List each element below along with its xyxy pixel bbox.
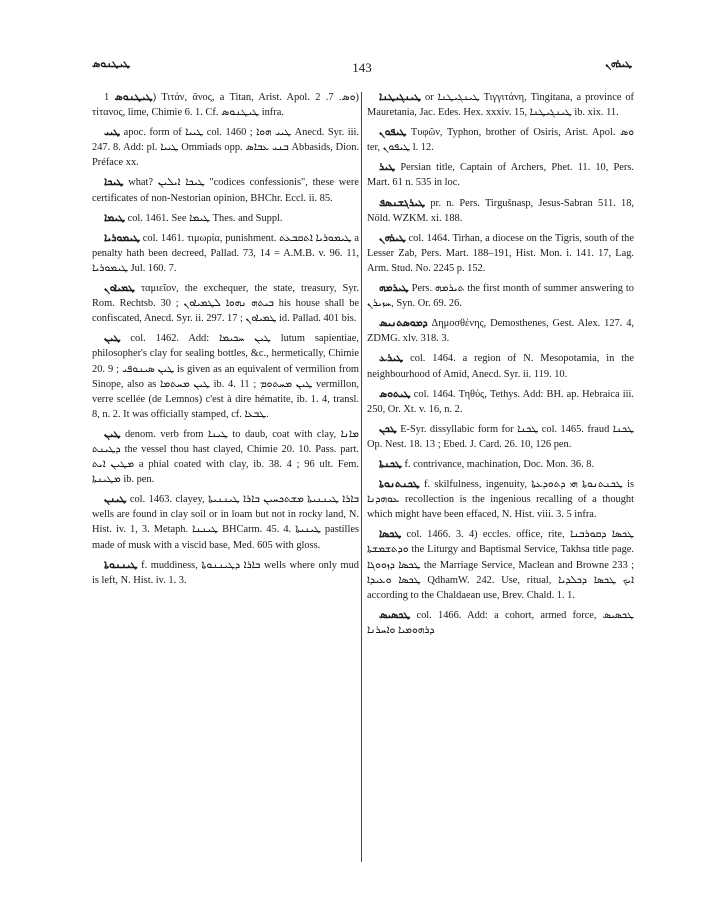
- headword: ܛܝܪܥ: [379, 352, 404, 365]
- headword: ܛܡܝܐܘܢ: [104, 282, 135, 295]
- headword: ܛܝܢܓܝܛܢܐ: [379, 91, 422, 103]
- entry-text: f. skilfulness, ingenuity, ܛܟܢܬܢܘܬܐ ܗܝ ܕܬܘܕܥܬܐ is ܥܘܗܕܢܐ recollection is the ingenious recalling of a thought which might have been effaced, N. Hist. viii. 3. 5 infra.: [367, 479, 635, 521]
- dictionary-entry: [367, 422, 634, 452]
- headword: ܛܝܝ: [104, 126, 121, 139]
- dictionary-entry: [367, 281, 634, 311]
- dictionary-entry: [367, 387, 634, 417]
- headword: ܛܝܬܘܣ: [379, 387, 411, 400]
- dictionary-entry: [367, 351, 634, 381]
- headword: ܛܝܡܘܪܝܐ: [104, 231, 140, 244]
- headword: ܛܝܪܓܫܢܣܦ: [379, 196, 426, 209]
- headword: ܛܝܛܢܘܣ: [114, 91, 153, 103]
- entry-text: pr. n. Pers. Tirgušnasp, Jesus-Sabran 511. 18, Nöld. WZKM. xi. 188.: [367, 197, 634, 224]
- column-divider: [361, 92, 362, 862]
- dictionary-entry: [367, 608, 634, 638]
- dictionary-entry: [92, 175, 359, 205]
- dictionary-entry: [367, 527, 634, 602]
- entry-text: col. 1461. See ܛܝܡܐ Thes. and Suppl.: [125, 212, 283, 224]
- headword: ܛܝܪ: [379, 161, 396, 174]
- entry-text: apoc. form of ܛܝܝܐ col. 1460 ; ܛܝܝ ܗܘܐ Anecd. Syr. iii. 247. 8. Add: pl. ܛܝܝܐ Ommiads opp. ܒܢܝ ܥܒܐܣ Abbasids, Dion. Préface xx.: [92, 127, 359, 169]
- entry-text: col. 1462. Add: ܛܝܢ ܚܟܝܡܐ lutum sapientiae, philosopher's clay for sealing bottles, &c., hermetically, Chimie 20. 9 ; ܛܝܢ ܣܝܢܘܦܝ is given as an equivalent of vermilion from Sinope, also as ܛܝܢ ܡܚܬܡܐ ib. 4. 11 ; ܛܝܢ ܡܚܬܘܡ vermillon, verre scellée (de Lemnos) c'est à dire hématite, ib. 1. 4, transl. 8, n. 2. It was officially stamped, cf. ܛܒܥܐ.: [92, 333, 359, 420]
- dictionary-entry: [92, 492, 359, 552]
- left-column: [92, 90, 359, 593]
- right-column: [367, 90, 634, 643]
- entry-text: col. 1466. 3. 4) eccles. office, rite, ܛܟܣܐ ܕܩܘܪܒܢܐ ܘܕܬܫܡܫܬܐ the Liturgy and Baptismal Service, Takhsa title page. ܛܟܣܐ ܕܙܘܘܓܐ the Marriage Service, Maclean and Browne 233 ; ܛܟܣܐ ܘܥܝܕܐ QdhamW. 242. Use, ritual, ܐܝܟ ܛܟܣܐ ܕܟܠܕܝܐ according to the Chaldaean use, Brev. Chald. 1. 1.: [367, 529, 635, 601]
- headword: ܛܝܢ: [104, 332, 121, 345]
- entry-text: col. 1461. τιμωρία, punishment. ܛܝܡܘܪܝܐ ܐܬܩܒܥܬ a penalty hath been decreed, Pallad. 73, 14 = A.M.B. v. 96. 11, ܛܝܡܘܪܝܐ Jul. 160. 7.: [92, 232, 359, 274]
- headword: ܛܝܡܐ: [104, 211, 125, 224]
- headword: ܛܝܪܗܢ: [379, 231, 406, 244]
- entry-text: Persian title, Captain of Archers, Phet. 11. 10, Pers. Mart. 61 n. 535 in loc.: [367, 162, 634, 189]
- headword: ܛܟܢܬܐ: [379, 457, 402, 470]
- dictionary-entry: [367, 457, 634, 472]
- dictionary-entry: [367, 231, 634, 276]
- dictionary-entry: [92, 427, 359, 487]
- headword: ܛܝܢ: [104, 427, 121, 440]
- entry-text: col. 1464. Τηθύς, Tethys. Add: BH. ap. Hebraica iii. 250, Or. Xt. v. 16, n. 2.: [367, 388, 634, 415]
- dictionary-entry: [367, 196, 634, 226]
- entry-text: f. muddiness, ܒܐܪܐ ܕܛܝܢܢܘܬܐ wells where only mud is left, N. Hist. iv. 1. 3.: [92, 559, 360, 586]
- entry-text: ταμιεῖον, the exchequer, the state, treasury, Syr. Rom. Rechtsb. 30 ; ܒܝܬܗ ܢܗܘܐ ܠܛܡܝܐܘܢ his house shall be confiscated, Anecd. Syr. ii. 297. 17 ; ܛܡܝܐܘܢ id. Pallad. 401 bis.: [92, 283, 359, 325]
- headword: ܛܝܢܢܘܬܐ: [104, 558, 138, 571]
- entry-text: denom. verb from ܛܝܢܐ to daub, coat with clay, ܡܐܢܐ ܕܛܝܢܬ the vessel thou hast clayed, Chimie 20. 10. Pass. part. ܡܛܝܢ ܐܝܬ a phial coated with clay, ib. 38. 4 ; 96 ult. Fem. ܡܛܝܢܬܐ ib. pen.: [92, 428, 359, 486]
- entry-text: col. 1463. clayey, ܒܐܪܐ ܛܝܢܢܝܬܐ ܡܫܬܟܚܝܢ ܒܐܪܐ ܛܝܢܢܝܬܐ wells are found in clay soil or in loam but not in rocky land, N. Hist. iv. 1, 3. Metaph. ܛܝܢܢܐ BHCarm. 45. 4. ܛܝܢܝܬܐ pastilles made of musk with a viscid base, Med. 605 with gloss.: [92, 494, 359, 551]
- headword: ܛܝܪܡܗ: [379, 282, 409, 295]
- entry-text: col. 1466. Add: a cohort, armed force, ܛܟܣܝܣ ܕܪܗܘܡܝܐ ܘܐܚܪܢܐ: [367, 609, 634, 636]
- dictionary-entry: [92, 558, 359, 588]
- dictionary-entry: [367, 160, 634, 190]
- headword: ܛܝܢܢ: [104, 493, 127, 506]
- headword: ܕܡܘܣܬܢܝܣ: [379, 317, 428, 330]
- dictionary-entry: [92, 231, 359, 276]
- entry-text: 1) Τιτάν, ᾶνος, a Titan, Arist. Apol. ܘܣ. 7. 2) τίτανος, lime, Chimie 6. 1. Cf. ܛܝܛܢܘܣ infra.: [92, 92, 359, 119]
- entry-text: E-Syr. dissyllabic form for ܛܟܢܐ col. 1465. fraud ܛܟܢܐ Op. Nest. 18. 13 ; Ebed. J. Card. 26. 10, 126 pen.: [367, 423, 635, 450]
- dictionary-entry: [92, 211, 359, 226]
- dictionary-entry: [367, 90, 634, 120]
- left-running-head: ܛܝܛܢܘܣ: [92, 58, 131, 70]
- entry-text: Τυφῶν, Typhon, brother of Osiris, Arist. Apol. ܘܣ ter, ܛܝܦܘܢ l. 12.: [367, 127, 634, 154]
- headword: ܛܟܣܐ: [379, 528, 402, 541]
- dictionary-entry: [367, 316, 634, 346]
- entry-text: col. 1464. Tirhan, a diocese on the Tigris, south of the Lesser Zab, Pers. Mart. 188–191, Hist. Mon. i. 141. 17, Lag. Arm. Stud. No. 2245 p. 152.: [367, 232, 634, 274]
- page-number: 143: [352, 60, 372, 75]
- dictionary-entry: [92, 125, 359, 170]
- headword: ܛܝܦܘܢ: [379, 126, 407, 139]
- entry-text: Δημοσθένης, Demosthenes, Gest. Alex. 127. 4, ZDMG. xlv. 318. 3.: [367, 318, 634, 345]
- entry-text: Pers. ܬܝܪܡܗ the first month of summer answering to ܚܙܝܪܢ, Syn. Or. 69. 26.: [367, 283, 635, 310]
- headword: ܛܟܢܬܢܘܬܐ: [379, 478, 420, 491]
- entry-text: or ܛܝܢܓܝܛܢܐ Τιγγιτάνη, Tingitana, a province of Mauretania, Jac. Edes. Hex. xxxiv. 15, ܛܝܢܓܝܛܢܐ ib. xix. 11.: [367, 92, 634, 119]
- dictionary-entry: [367, 125, 634, 155]
- right-running-head: ܛܝܪܗܢ: [605, 58, 632, 70]
- headword: ܛܝܟܐ: [104, 176, 124, 189]
- headword: ܛܟܣܝܣ: [379, 608, 411, 621]
- dictionary-entry: [92, 90, 359, 120]
- dictionary-entry: [92, 331, 359, 422]
- page-header: [92, 58, 632, 84]
- entry-text: f. contrivance, machination, Doc. Mon. 36. 8.: [401, 458, 595, 470]
- headword: ܛܟܢ: [379, 422, 397, 435]
- dictionary-entry: [367, 477, 634, 522]
- entry-text: col. 1464. a region of N. Mesopotamia, in the neighbourhood of Amid, Anecd. Syr. ii. 119. 10.: [367, 353, 634, 380]
- dictionary-entry: [92, 281, 359, 326]
- entry-text: what? ܛܝܟܐ ܐܝܠܝܢ "codices confessionis", these were certificates of non-Nestorian opinion, BHChr. Eccl. ii. 85.: [92, 177, 359, 204]
